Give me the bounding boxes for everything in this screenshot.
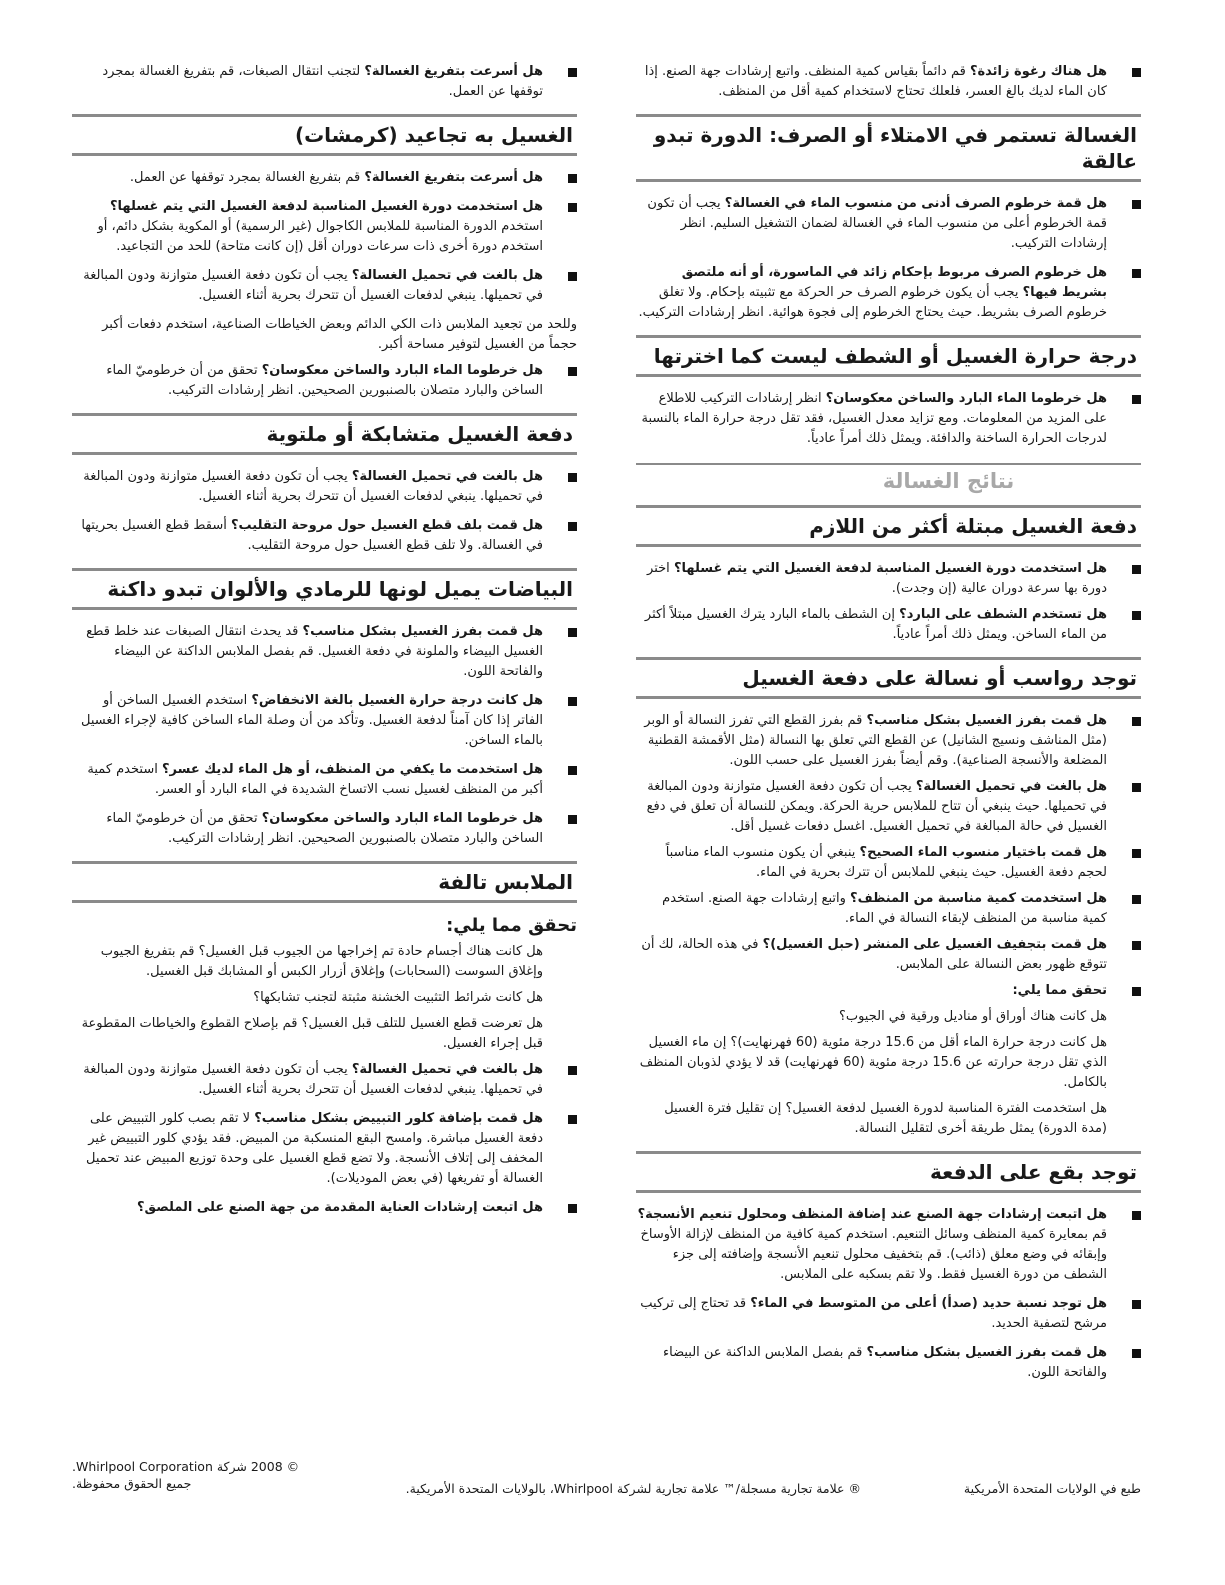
list-item	[636, 263, 1141, 323]
question: هل قمت بإضافة كلور التبييض بشكل مناسب؟	[254, 1111, 543, 1126]
answer: لتجنب انتقال الصبغات، قم بتفريغ الغسالة بمجرد توقفها عن العمل.	[102, 64, 543, 99]
bullet-icon	[568, 174, 577, 183]
answer: اختر دورة بها سرعة دوران عالية (إن وجدت).	[647, 561, 1107, 596]
section-header	[636, 505, 1141, 547]
footer	[72, 1458, 1141, 1518]
answer: يجب أن تكون دفعة الغسيل متوازنة ودون المبالغة في تحميلها. ينبغي لدفعات الغسيل أن تتحرك بحرية أثناء الغسيل.	[83, 1062, 543, 1097]
bullet-icon	[568, 272, 577, 281]
list-item	[72, 809, 577, 849]
section-header	[636, 657, 1141, 699]
list-item	[72, 361, 577, 401]
answer: يجب أن تكون دفعة الغسيل متوازنة ودون المبالغة في تحميلها. حيث ينبغي أن تتاح للملابس حرية الحركة. ويمكن للنسالة أن تعلق في دفع الغسيل في حالة المبالغة في تحميل الغسيل. اغسل دفعات غسيل أقل.	[646, 779, 1107, 834]
list-item	[636, 981, 1141, 1001]
copyright-line-2: جميع الحقوق محفوظة.	[72, 1476, 192, 1491]
results-heading-text: نتائج الغسالة	[882, 469, 1015, 493]
bullet-icon	[568, 628, 577, 637]
left-column	[72, 62, 577, 1227]
question: هل قمت بفرز الغسيل بشكل مناسب؟	[866, 713, 1107, 728]
list-item	[72, 168, 577, 188]
check-item: هل كانت درجة حرارة الماء أقل من 15.6 درجة مئوية (60 فهرنهايت)؟ إن ماء الغسيل الذي تقل درجة حرارته عن 15.6 درجة مئوية (60 فهرنهايت) قد لا يؤدي لذوبان المنظف بالكامل.	[639, 1035, 1107, 1090]
list-item	[72, 467, 577, 507]
list-item	[636, 559, 1141, 599]
question: هل استخدمت ما يكفي من المنظف، أو هل الماء لديك عسر؟	[161, 762, 543, 777]
bullet-icon	[1132, 1300, 1141, 1309]
question: هل قمت باختيار منسوب الماء الصحيح؟	[859, 845, 1107, 860]
trademark-notice: ® علامة تجارية مسجلة/™ علامة تجارية لشركة Whirlpool، بالولايات المتحدة الأمريكية.	[405, 1481, 861, 1496]
answer: قد تحتاج إلى تركيب مرشح لتصفية الحديد.	[640, 1296, 1107, 1331]
answer: في هذه الحالة، لك أن تتوقع ظهور بعض النسالة على الملابس.	[641, 937, 1107, 972]
bullet-icon	[568, 473, 577, 482]
question: هل أسرعت بتفريغ الغسالة؟	[364, 64, 543, 79]
list-item	[72, 691, 577, 751]
list-item	[72, 1060, 577, 1100]
check-item: هل كانت هناك أجسام حادة تم إخراجها من الجيوب قبل الغسيل؟ قم بتفريغ الجيوب وإغلاق السوست (السحابات) وإغلاق أزرار الكبس أو المشابك قبل الغسيل.	[100, 944, 543, 979]
section-header	[636, 1151, 1141, 1193]
question: هل توجد نسبة حديد (صدأ) أعلى من المتوسط في الماء؟	[750, 1296, 1107, 1311]
question: هل خرطوما الماء البارد والساخن معكوسان؟	[261, 811, 543, 826]
check-item: هل كانت شرائط التثبيت الخشنة مثبتة لتجنب تشابكها؟	[253, 990, 543, 1005]
list-item	[636, 711, 1141, 771]
question: هل قمة خرطوم الصرف أدنى من منسوب الماء في الغسالة؟	[724, 196, 1107, 211]
answer: أسقط قطع الغسيل بحريتها في الغسالة. ولا تلف قطع الغسيل حول مروحة التقليب.	[81, 518, 543, 553]
check-label: تحقق مما يلي:	[1012, 983, 1107, 998]
bullet-icon	[1132, 200, 1141, 209]
question: هل قمت بتجفيف الغسيل على المنشر (حبل الغسيل)؟	[762, 937, 1107, 952]
bullet-icon	[1132, 895, 1141, 904]
question: هل بالغت في تحميل الغسالة؟	[915, 779, 1107, 794]
copyright-line-1: © 2008 شركة Whirlpool Corporation.	[72, 1459, 300, 1474]
answer: قم بفصل الملابس الداكنة عن البيضاء والفاتحة اللون.	[663, 1345, 1107, 1380]
bullet-icon	[1132, 783, 1141, 792]
list-item	[636, 1205, 1141, 1285]
list-item	[72, 62, 577, 102]
section-title: توجد بقع على الدفعة	[930, 1160, 1137, 1184]
answer: تحقق من أن خرطوميّ الماء الساخن والبارد متصلان بالصنبورين الصحيحين. انظر إرشادات التركيب.	[106, 811, 543, 846]
question: هل كانت درجة حرارة الغسيل بالغة الانخفاض؟	[251, 693, 543, 708]
answer: قم بتفريغ الغسالة بمجرد توقفها عن العمل.	[129, 170, 365, 185]
bullet-icon	[568, 203, 577, 212]
bullet-icon	[1132, 987, 1141, 996]
question: هل هناك رغوة زائدة؟	[969, 64, 1107, 79]
results-heading	[636, 463, 1141, 493]
list-item	[636, 62, 1141, 102]
answer: تحقق من أن خرطوميّ الماء الساخن والبارد متصلان بالصنبورين الصحيحين. انظر إرشادات التركيب.	[106, 363, 543, 398]
question: هل اتبعت إرشادات العناية المقدمة من جهة الصنع على الملصق؟	[136, 1200, 543, 1215]
answer: ينبغي أن يكون منسوب الماء مناسباً لحجم دفعة الغسيل. حيث ينبغي للملابس أن تترك بحرية في الماء.	[665, 845, 1107, 880]
check-item: هل استخدمت الفترة المناسبة لدورة الغسيل لدفعة الغسيل؟ إن تقليل فترة الغسيل (مدة الدورة) يمثل طريقة أخرى لتقليل النسالة.	[664, 1101, 1107, 1136]
check-item: هل تعرضت قطع الغسيل للتلف قبل الغسيل؟ قم بإصلاح القطوع والخياطات المقطوعة قبل إجراء الغسيل.	[81, 1016, 543, 1051]
bullet-icon	[568, 1066, 577, 1075]
list-item	[636, 389, 1141, 449]
section-header	[636, 335, 1141, 377]
answer: استخدم الدورة المناسبة للملابس الكاجوال (غير الرسمية) أو المكوية بشكل دائم، أو استخدم دورة أخرى ذات سرعات دوران أقل (إن كانت متاحة) للحد من التجاعيد.	[97, 219, 543, 254]
section-title: الغسيل به تجاعيد (كرمشات)	[294, 123, 573, 147]
answer: يجب أن تكون دفعة الغسيل متوازنة ودون المبالغة في تحميلها. ينبغي لدفعات الغسيل أن تتحرك بحرية أثناء الغسيل.	[83, 469, 543, 504]
question: هل استخدمت دورة الغسيل المناسبة لدفعة الغسيل التي يتم غسلها؟	[109, 199, 543, 214]
list-item	[72, 622, 577, 682]
question: هل تستخدم الشطف على البارد؟	[899, 607, 1107, 622]
copyright	[72, 1458, 299, 1492]
question: هل استخدمت دورة الغسيل المناسبة لدفعة الغسيل التي يتم غسلها؟	[673, 561, 1107, 576]
list-item	[72, 197, 577, 257]
question: هل خرطوما الماء البارد والساخن معكوسان؟	[261, 363, 543, 378]
bullet-icon	[1132, 1211, 1141, 1220]
section-title: الملابس تالفة	[438, 870, 573, 894]
list-item	[72, 1198, 577, 1218]
list-item	[72, 1109, 577, 1189]
question: هل أسرعت بتفريغ الغسالة؟	[364, 170, 543, 185]
check-item: هل كانت هناك أوراق أو مناديل ورقية في الجيوب؟	[838, 1009, 1107, 1024]
bullet-icon	[1132, 269, 1141, 278]
list-item	[636, 889, 1141, 929]
list-item	[636, 1343, 1141, 1383]
list-item	[72, 760, 577, 800]
list-item	[72, 516, 577, 556]
bullet-icon	[568, 522, 577, 531]
list-item	[636, 843, 1141, 883]
list-item	[636, 777, 1141, 837]
answer: إن الشطف بالماء البارد يترك الغسيل مبتلاً أكثر من الماء الساخن. ويمثل ذلك أمراً عادياً.	[644, 607, 1107, 642]
answer: لا تقم بصب كلور التبييض على دفعة الغسيل مباشرة. وامسح البقع المنسكبة من المبيض. فقد يؤدي كلور التبييض غير المخفف إلى إتلاف الأنسجة. ولا تضع قطع الغسيل على وحدة توزيع المبيض عند تحميل الغسالة أو تفريغها (في بعض الموديلات).	[86, 1111, 543, 1186]
check-title: تحقق مما يلي:	[446, 915, 577, 936]
question: هل قمت بفرز الغسيل بشكل مناسب؟	[866, 1345, 1107, 1360]
bullet-icon	[1132, 611, 1141, 620]
bullet-icon	[568, 697, 577, 706]
list-item	[636, 605, 1141, 645]
list-item	[636, 935, 1141, 975]
bullet-icon	[568, 815, 577, 824]
answer: قم بمعايرة كمية المنظف وسائل التنعيم. استخدم كمية كافية من المنظف لإزالة الأوساخ وإبقائه في وضع معلق (ذائب). قم بتخفيف محلول تنعيم الأنسجة وإضافته إلى جزء الشطف من دورة الغسيل فقط. ولا تقم بسكبه على الملابس.	[640, 1227, 1107, 1282]
answer: واتبع إرشادات جهة الصنع. استخدم كمية مناسبة من المنظف لإبقاء النسالة في الماء.	[662, 891, 1107, 926]
answer: يجب أن يكون خرطوم الصرف حر الحركة مع تثبيته بإحكام. ولا تغلق خرطوم الصرف بشريط. حيث يحتاج الخرطوم إلى فجوة هوائية. انظر إرشادات التركيب.	[638, 285, 1107, 320]
bullet-icon	[568, 766, 577, 775]
section-title: درجة حرارة الغسيل أو الشطف ليست كما اخترتها	[653, 344, 1137, 368]
answer: يجب أن تكون قمة الخرطوم أعلى من منسوب الماء في الغسالة لضمان التشغيل السليم. انظر إرشادات التركيب.	[647, 196, 1107, 251]
section-title: دفعة الغسيل مبتلة أكثر من اللازم	[809, 514, 1137, 538]
bullet-icon	[568, 68, 577, 77]
bullet-icon	[1132, 565, 1141, 574]
section-title: دفعة الغسيل متشابكة أو ملتوية	[266, 422, 573, 446]
question: هل بالغت في تحميل الغسالة؟	[351, 1062, 543, 1077]
right-column	[636, 62, 1141, 1392]
answer: انظر إرشادات التركيب للاطلاع على المزيد من المعلومات. ومع تزايد معدل الغسيل، فقد تقل درجة حرارة الماء بالنسبة لدرجات الحرارة الساخنة والدافئة. ويمثل ذلك أمراً عادياً.	[641, 391, 1107, 446]
bullet-icon	[1132, 395, 1141, 404]
bullet-icon	[1132, 849, 1141, 858]
question: هل استخدمت كمية مناسبة من المنظف؟	[850, 891, 1107, 906]
bullet-icon	[1132, 941, 1141, 950]
section-header	[72, 413, 577, 455]
question: هل قمت بلف قطع الغسيل حول مروحة التقليب؟	[230, 518, 543, 533]
bullet-icon	[568, 367, 577, 376]
section-header	[72, 568, 577, 610]
list-item	[636, 1294, 1141, 1334]
question: هل بالغت في تحميل الغسالة؟	[351, 469, 543, 484]
list-item	[72, 266, 577, 306]
note-paragraph: وللحد من تجعيد الملابس ذات الكي الدائم وبعض الخياطات الصناعية، استخدم دفعات أكبر حجماً من الغسيل لتوفير مساحة أكبر.	[102, 317, 577, 352]
section-title: الغسالة تستمر في الامتلاء أو الصرف: الدورة تبدو عالقة	[653, 123, 1137, 173]
section-header	[72, 114, 577, 156]
answer: استخدم الغسيل الساخن أو الفاتر إذا كان آمناً لدفعة الغسيل. وتأكد من أن وصلة الماء الساخن كافية لإجراء الغسيل بالماء الساخن.	[80, 693, 543, 748]
bullet-icon	[1132, 717, 1141, 726]
answer: يجب أن تكون دفعة الغسيل متوازنة ودون المبالغة في تحميلها. ينبغي لدفعات الغسيل أن تتحرك بحرية أثناء الغسيل.	[83, 268, 543, 303]
section-title: توجد رواسب أو نسالة على دفعة الغسيل	[742, 666, 1137, 690]
section-title: البياضات يميل لونها للرمادي والألوان تبدو داكنة	[107, 577, 573, 601]
question: هل اتبعت إرشادات جهة الصنع عند إضافة المنظف ومحلول تنعيم الأنسجة؟	[637, 1207, 1107, 1222]
printed-in: طبع في الولايات المتحدة الأمريكية	[963, 1481, 1141, 1496]
answer: قم بفرز القطع التي تفرز النسالة أو الوبر (مثل المناشف ونسيج الشانيل) عن القطع التي تعلق بها النسالة (مثل الأقمشة القطنية المضلعة والأنسجة الصناعية). وقم أيضاً بفرز الغسيل على حسب اللون.	[644, 713, 1107, 768]
answer: قم دائماً بقياس كمية المنظف. واتبع إرشادات جهة الصنع. إذا كان الماء لديك بالغ العسر، فلعلك تحتاج لاستخدام كمية أقل من المنظف.	[644, 64, 1107, 99]
answer: استخدم كمية أكبر من المنظف لغسيل نسب الاتساخ الشديدة في الماء البارد أو العسر.	[87, 762, 543, 797]
bullet-icon	[568, 1115, 577, 1124]
bullet-icon	[1132, 1349, 1141, 1358]
question: هل خرطوما الماء البارد والساخن معكوسان؟	[825, 391, 1107, 406]
bullet-icon	[568, 1204, 577, 1213]
section-header	[636, 114, 1141, 182]
question: هل قمت بفرز الغسيل بشكل مناسب؟	[302, 624, 543, 639]
bullet-icon	[1132, 68, 1141, 77]
question: هل بالغت في تحميل الغسالة؟	[351, 268, 543, 283]
section-header	[72, 861, 577, 903]
question: هل خرطوم الصرف مربوط بإحكام زائد في الماسورة، أو أنه ملتصق بشريط فيها؟	[681, 265, 1107, 300]
answer: قد يحدث انتقال الصبغات عند خلط قطع الغسيل البيضاء والملونة في دفعة الغسيل. قم بفصل الملابس الداكنة عن البيضاء والفاتحة اللون.	[86, 624, 543, 679]
list-item	[636, 194, 1141, 254]
